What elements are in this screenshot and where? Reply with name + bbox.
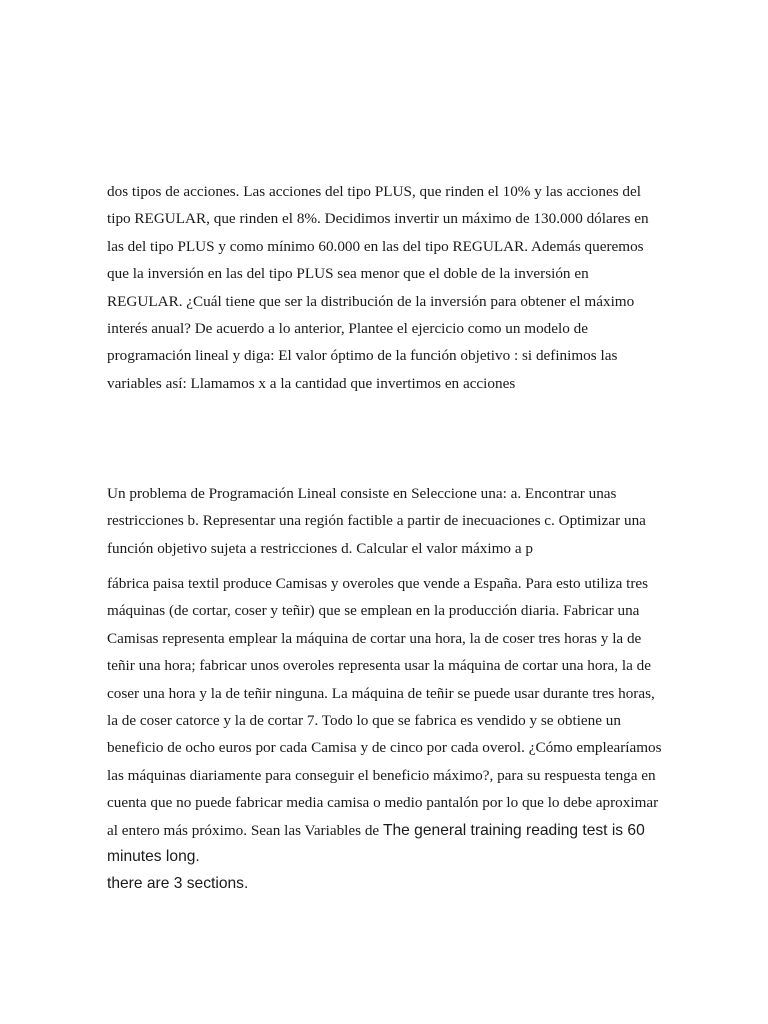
text-line: que la inversión en las del tipo PLUS sea menor que el doble de la inversión en (107, 265, 589, 283)
text-line: programación lineal y diga: El valor óptimo de la función objetivo : si definimos las (107, 347, 618, 365)
text-line: la de coser catorce y la de cortar 7. Todo lo que se fabrica es vendido y se obtiene un (107, 712, 621, 730)
paragraph-linear-programming-question (107, 480, 667, 562)
text-line: dos tipos de acciones. Las acciones del tipo PLUS, que rinden el 10% y las acciones del (107, 183, 641, 200)
text-line-sans-part: The general training reading test is 60 (382, 821, 645, 839)
text-line-serif-part: al entero más próximo. Sean las Variables de (107, 821, 383, 839)
trailing-text-line: minutes long. (107, 848, 200, 865)
text-line: las del tipo PLUS y como mínimo 60.000 en las del tipo REGULAR. Además queremos (107, 237, 644, 255)
paragraph-investment-problem (107, 178, 667, 397)
text-line: teñir una hora; fabricar unos overoles representa usar la máquina de cortar una hora, la de (107, 657, 651, 675)
trailing-text-line: there are 3 sections. (107, 875, 249, 892)
text-line: Un problema de Programación Lineal consiste en Seleccione una: a. Encontrar unas (107, 485, 617, 502)
text-line: cuenta que no puede fabricar media camisa o medio pantalón por lo que lo debe aproximar (107, 794, 659, 812)
text-line: REGULAR. ¿Cuál tiene que ser la distribución de la inversión para obtener el máximo (107, 292, 635, 310)
text-line: restricciones b. Representar una región factible a partir de inecuaciones c. Optimizar una (107, 512, 646, 530)
text-line: fábrica paisa textil produce Camisas y overoles que vende a España. Para esto utiliza tres (107, 575, 649, 592)
paragraph-textile-factory-problem (107, 570, 667, 844)
text-line: máquinas (de cortar, coser y teñir) que se emplean en la producción diaria. Fabricar una (107, 602, 640, 620)
text-line: interés anual? De acuerdo a lo anterior, Plantee el ejercicio como un modelo de (107, 320, 588, 338)
text-line: tipo REGULAR, que rinden el 8%. Decidimos invertir un máximo de 130.000 dólares en (107, 210, 649, 228)
text-line: coser una hora y la de teñir ninguna. La máquina de teñir se puede usar durante tres horas, (107, 684, 655, 702)
text-line: beneficio de ocho euros por cada Camisa y de cinco por cada overol. ¿Cómo emplearíamos (107, 739, 662, 757)
text-line-mixed (107, 817, 667, 844)
text-line: función objetivo sujeta a restricciones d. Calcular el valor máximo a p (107, 539, 533, 557)
text-line: variables así: Llamamos x a la cantidad que invertimos en acciones (107, 374, 516, 392)
text-line: las máquinas diariamente para conseguir el beneficio máximo?, para su respuesta tenga en (107, 766, 656, 784)
text-line: Camisas representa emplear la máquina de cortar una hora, la de coser tres horas y la de (107, 629, 642, 647)
